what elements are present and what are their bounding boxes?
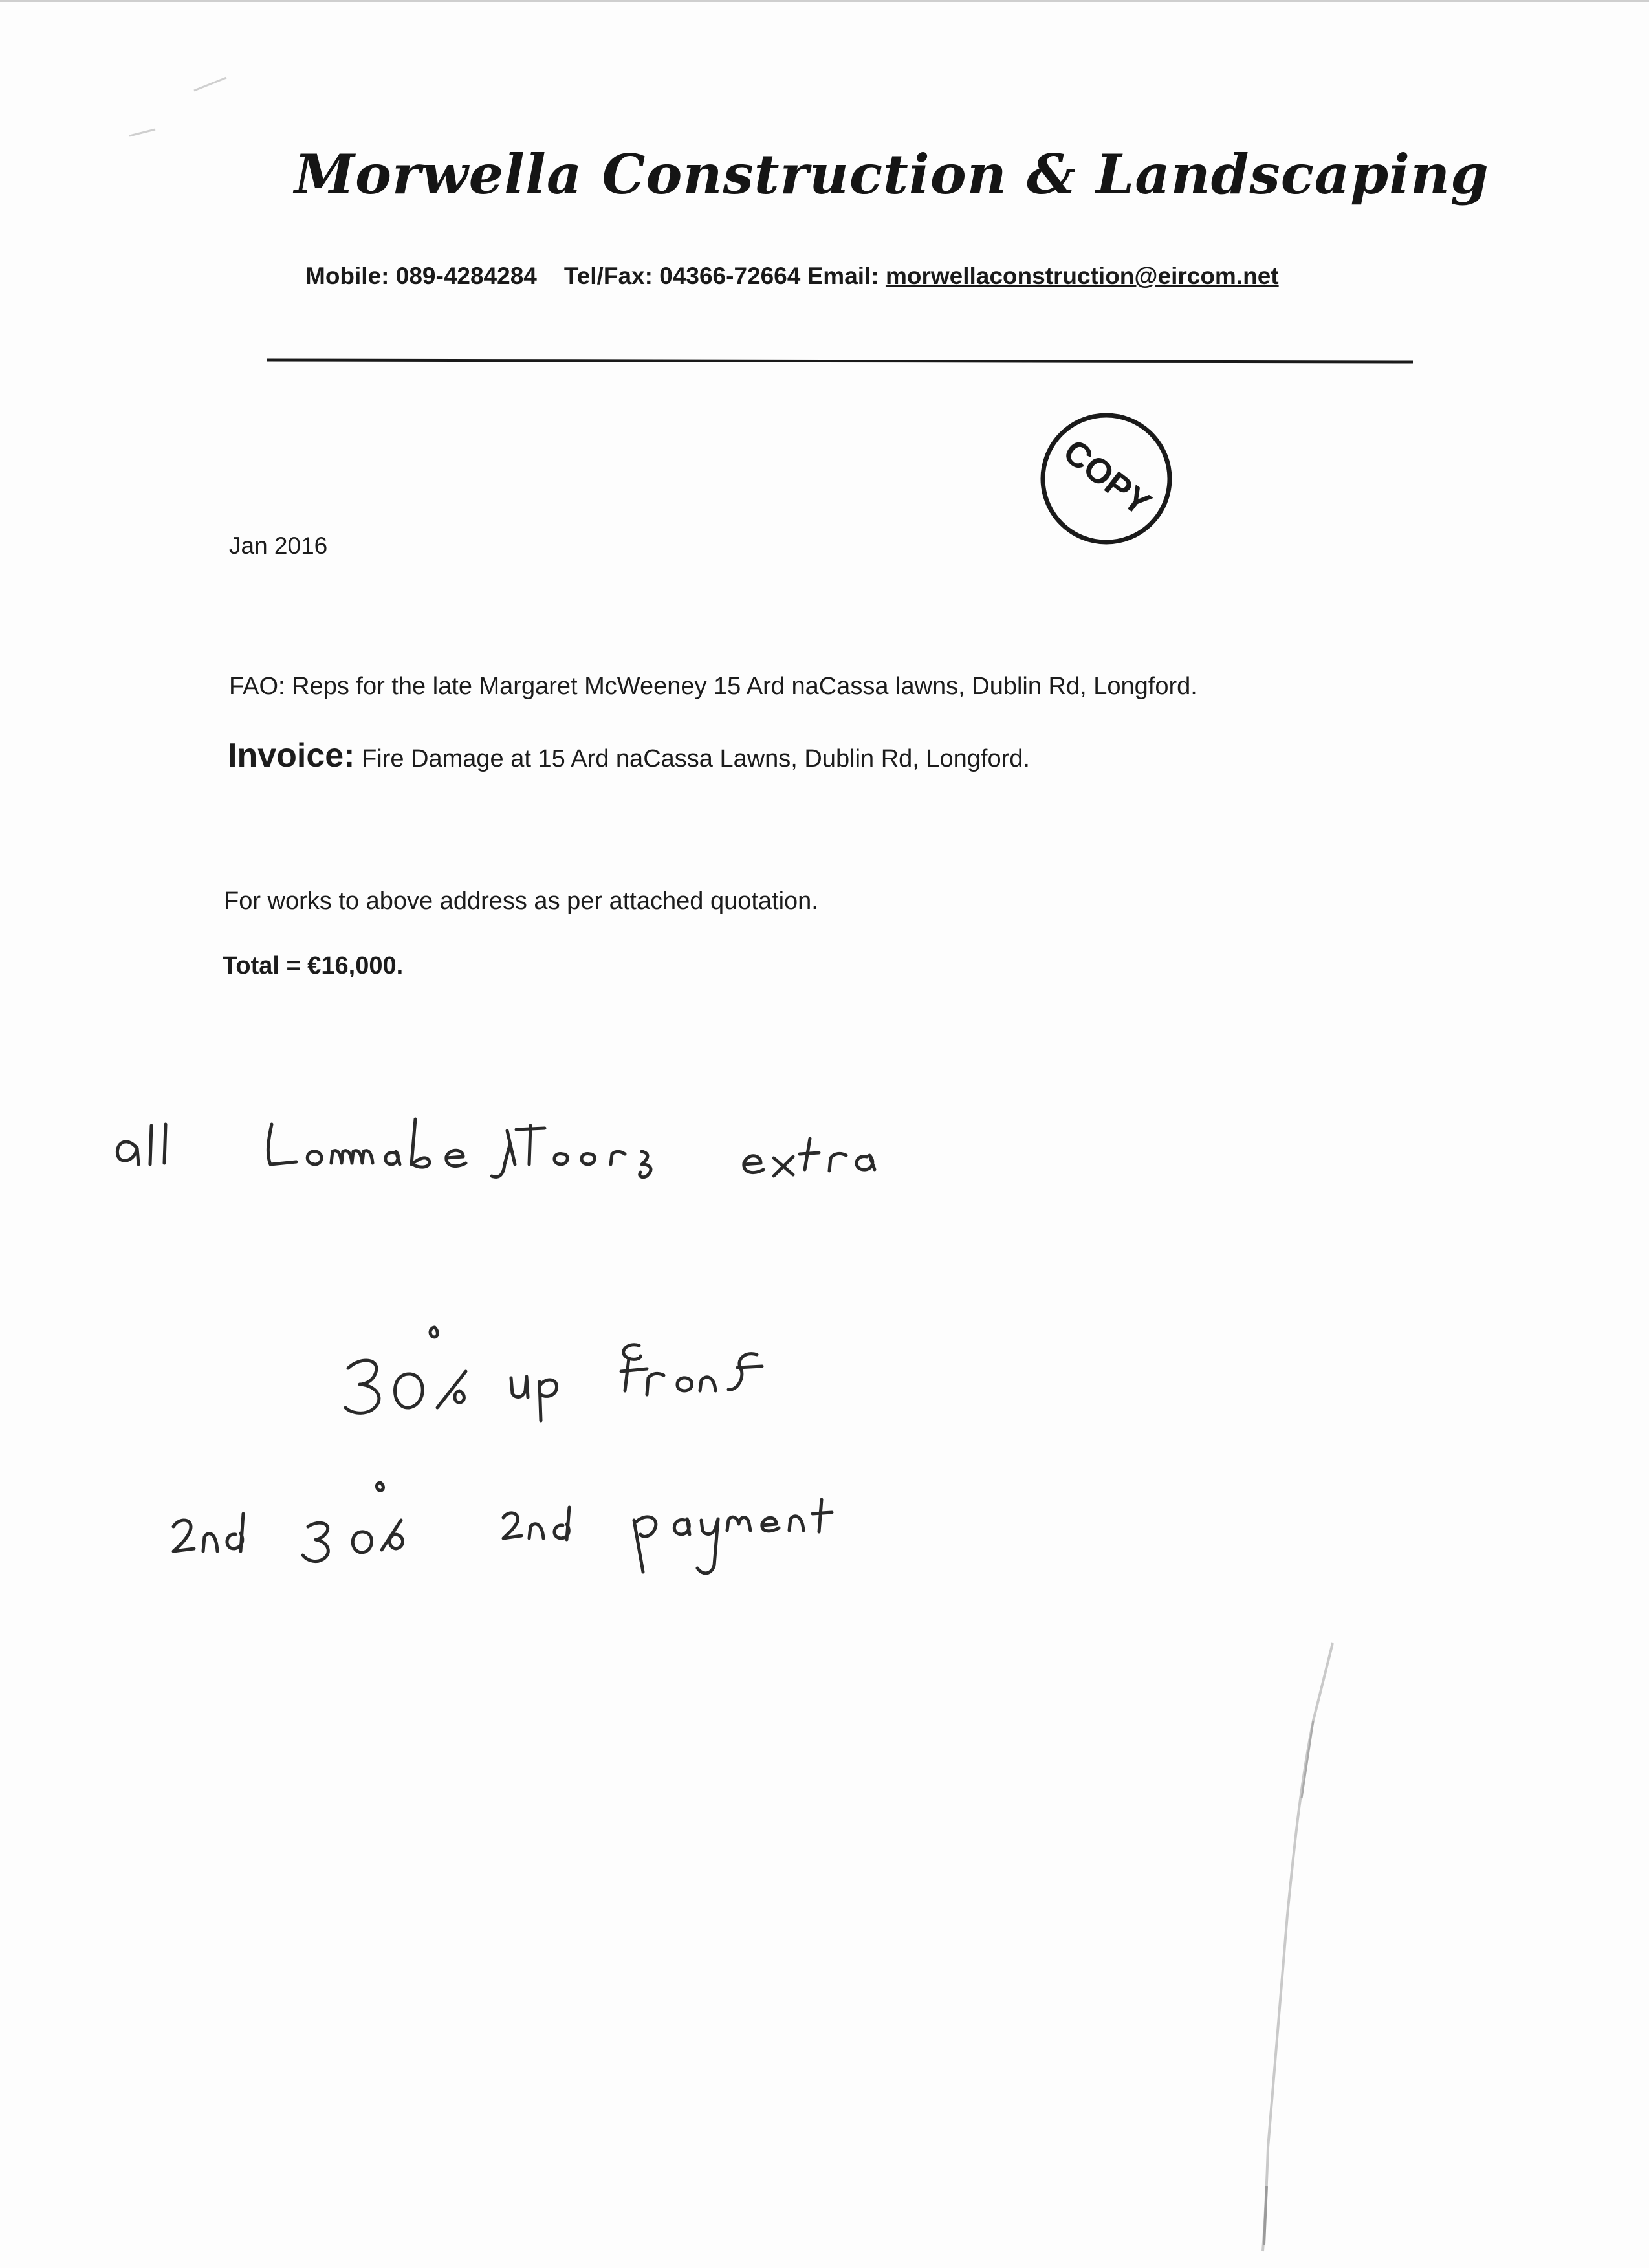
mobile-label: Mobile:	[305, 263, 389, 289]
fao-line: FAO: Reps for the late Margaret McWeeney 15 Ard naCassa lawns, Dublin Rd, Longford.	[229, 673, 1197, 700]
copy-stamp-text: COPY	[1056, 431, 1159, 524]
invoice-date: Jan 2016	[229, 532, 328, 559]
handwritten-note-second-payment	[173, 1483, 832, 1573]
invoice-line	[228, 736, 1030, 775]
scan-edge	[0, 0, 1649, 2]
email-label: Email:	[807, 263, 879, 289]
contact-line	[305, 263, 1279, 290]
telfax-label: Tel/Fax:	[563, 263, 653, 289]
invoice-total: Total = €16,000.	[223, 952, 404, 979]
copy-stamp	[1035, 408, 1177, 550]
invoice-description: Fire Damage at 15 Ard naCassa Lawns, Dublin Rd, Longford.	[362, 745, 1030, 772]
telfax-number: 04366-72664	[659, 263, 801, 289]
header-divider	[267, 358, 1413, 363]
handwritten-note-laminate	[117, 1119, 875, 1177]
company-name: Morwella Construction & Landscaping	[294, 142, 1489, 206]
works-line: For works to above address as per attached quotation.	[224, 888, 818, 915]
invoice-label: Invoice:	[228, 737, 355, 774]
email-link[interactable]: morwellaconstruction@eircom.net	[885, 263, 1279, 289]
mobile-number: 089-4284284	[395, 263, 537, 289]
handwritten-note-upfront	[345, 1327, 762, 1421]
